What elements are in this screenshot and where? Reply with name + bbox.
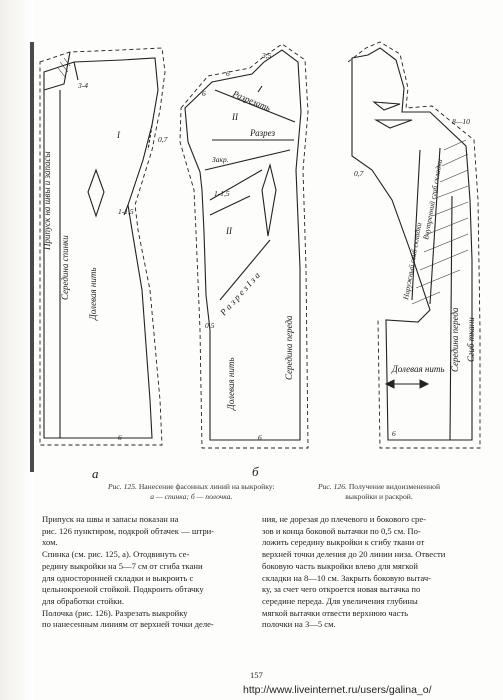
fig-c-center-front-label: Середина переда — [450, 307, 460, 372]
fig-a-measure-34: 3-4 — [78, 81, 88, 90]
fig-b-cut-label: Разрезать — [231, 88, 273, 113]
body-right-column — [262, 514, 476, 631]
fig-b-measure-6b: 6 — [202, 89, 206, 98]
fig-a-measure-6: 6 — [118, 433, 122, 442]
fig-b-grainline-label: Долевая нить — [226, 357, 236, 410]
fig-b-measure-15: 1-1,5 — [214, 189, 230, 198]
left-line-9: Полочка (рис. 126). Разрезать выкройку — [42, 607, 188, 618]
right-line-4: верхней точки деления до 20 линии низа. Отвести — [262, 549, 446, 560]
fig-b-measure-6c: 6 — [258, 433, 262, 442]
right-line-3: ложить середину выкройки к сгибу ткани от — [262, 537, 425, 548]
fig-b-roman-two-top: II — [232, 112, 238, 122]
caption-125-sub: а — спинка; б — полочка. — [150, 492, 233, 501]
figure-front-pattern — [180, 44, 308, 448]
fig-a-center-back-label: Середина спинки — [60, 235, 70, 300]
left-line-1: Припуск на швы и запасы показан на — [42, 514, 179, 524]
fig-a-letter: a — [92, 466, 99, 481]
caption-126-prefix: Рис. 126. — [318, 482, 347, 491]
fig-b-roman-two-low: II — [226, 226, 232, 236]
fig-b-closed-label: Закр. — [212, 155, 229, 164]
left-line-2: рис. 126 пунктиром, подкрой обтачек — штри- — [42, 525, 215, 536]
fig-c-outer-fold-label: Наружный сгиб складки — [401, 221, 424, 301]
fig-b-letter: б — [252, 464, 259, 479]
caption-126-title: Получение видоизмененной — [348, 482, 441, 491]
fig-a-roman-one: I — [117, 130, 120, 140]
right-line-1: ния, не дорезая до плечевого и бокового сре- — [262, 514, 426, 524]
caption-figure-125 — [108, 482, 275, 502]
fig-c-measure-07: 0,7 — [354, 169, 364, 178]
right-line-8: середине переда. Для увеличения глубины — [262, 595, 418, 606]
left-line-6: для односторонней складки и выкроить с — [42, 572, 194, 583]
fig-b-measure-6a: 6 — [226, 69, 230, 78]
fig-c-fabric-fold-label: Сгиб ткани — [466, 317, 476, 362]
left-line-7: цельнокроеной стойкой. Подкроить обтачку — [42, 584, 204, 595]
right-line-10: полочки на 3—5 см. — [262, 619, 336, 630]
caption-125-prefix: Рис. 125. — [108, 482, 137, 491]
right-line-2: зов и конца боковой вытачки по 0,5 см. По- — [262, 525, 421, 536]
page-number: 157 — [250, 670, 263, 680]
fig-b-measure-05: 0,5 — [205, 321, 215, 330]
left-line-4: Спинка (см. рис. 125, а). Отодвинуть се- — [42, 549, 190, 560]
caption-125-title: Нанесение фасонных линий на выкройку: — [138, 482, 275, 491]
left-line-5: редину выкройки на 5—7 см от сгиба ткани — [42, 560, 203, 571]
right-line-9: мягкой вытачки отвести верхнюю часть — [262, 607, 409, 618]
caption-figure-126 — [318, 482, 440, 502]
right-line-7: ку, за счет чего откроется новая вытачка по — [262, 584, 421, 595]
fig-a-grainline-label: Долевая нить — [88, 267, 98, 320]
footer-url: http://www.liveinternet.ru/users/galina_o/ — [243, 684, 432, 696]
fig-c-grainline-label: Долевая нить — [392, 364, 445, 374]
fig-a-measure-15: 1-1,5 — [118, 207, 134, 216]
fig-a-measure-07: 0,7 — [158, 135, 168, 144]
fig-b-slash-label: Р а з р е з I з а — [218, 270, 262, 318]
fig-c-measure-8-10: 8—10 — [452, 117, 470, 126]
caption-126-sub: выкройки и раскрой. — [345, 492, 413, 501]
fig-b-measure-35: 3,5 — [262, 51, 272, 60]
left-line-3: хом. — [42, 537, 58, 548]
right-line-5: боковую часть выкройки влево для мягкой — [262, 560, 419, 571]
fig-b-center-front-label: Середина переда — [284, 315, 294, 380]
right-line-6: складки на 8—10 см. Закрыть боковую вытач- — [262, 572, 431, 583]
left-line-10: по нанесенным линиям от верхней точки деле- — [42, 619, 214, 630]
fig-b-slit-label: Разрез — [250, 128, 276, 138]
fig-a-seam-allowance-label: Припуск на швы и запасы — [42, 151, 52, 250]
body-left-column — [42, 514, 252, 631]
fig-c-measure-6: 6 — [392, 429, 396, 438]
left-line-8: для обработки стойки. — [42, 595, 125, 606]
figure-back-pattern — [40, 48, 165, 445]
fig-c-inner-fold-label: Внутренний сгиб складки — [421, 158, 445, 241]
grainline-arrow — [386, 380, 428, 388]
